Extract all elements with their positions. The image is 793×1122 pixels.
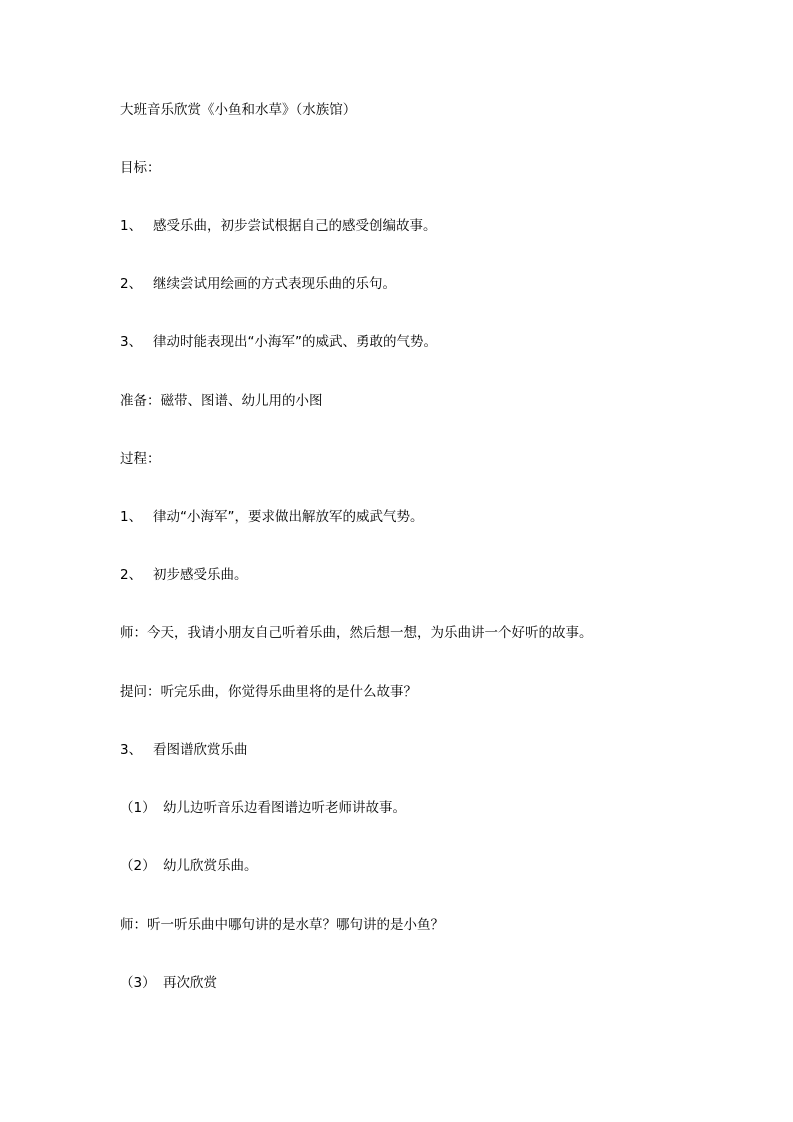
sub-step-number: （2） <box>120 858 156 874</box>
goal-text: 感受乐曲，初步尝试根据自己的感受创编故事。 <box>153 218 437 234</box>
step-text: 律动“小海军”，要求做出解放军的威武气势。 <box>153 509 424 525</box>
preparation-line: 准备：磁带、图谱、幼儿用的小图 <box>120 393 323 409</box>
teacher-line-2: 师：听一听乐曲中哪句讲的是水草？哪句讲的是小鱼？ <box>120 917 444 933</box>
goal-number: 3、 <box>120 334 143 350</box>
step-item-2 <box>120 566 248 584</box>
sub-step-2 <box>120 857 258 875</box>
goal-item-2 <box>120 275 396 293</box>
teacher-line-1: 师：今天，我请小朋友自己听着乐曲，然后想一想，为乐曲讲一个好听的故事。 <box>120 625 593 641</box>
goal-item-3 <box>120 333 437 351</box>
goal-text: 律动时能表现出“小海军”的威武、勇敢的气势。 <box>153 334 437 350</box>
sub-step-number: （3） <box>120 975 156 991</box>
goal-number: 1、 <box>120 218 143 234</box>
goal-number: 2、 <box>120 276 143 292</box>
sub-step-text: 再次欣赏 <box>163 975 217 991</box>
sub-step-text: 幼儿边听音乐边看图谱边听老师讲故事。 <box>163 800 406 816</box>
step-number: 1、 <box>120 509 143 525</box>
sub-step-1 <box>120 799 406 817</box>
sub-step-text: 幼儿欣赏乐曲。 <box>163 858 258 874</box>
goal-text: 继续尝试用绘画的方式表现乐曲的乐句。 <box>153 276 396 292</box>
sub-step-3 <box>120 974 217 992</box>
goal-item-1 <box>120 217 437 235</box>
sub-step-number: （1） <box>120 800 156 816</box>
process-heading: 过程： <box>120 451 161 467</box>
step-item-3 <box>120 741 248 759</box>
step-number: 3、 <box>120 742 143 758</box>
step-item-1 <box>120 508 424 526</box>
step-text: 看图谱欣赏乐曲 <box>153 742 248 758</box>
step-number: 2、 <box>120 567 143 583</box>
step-text: 初步感受乐曲。 <box>153 567 248 583</box>
goals-heading: 目标： <box>120 160 161 176</box>
document-title: 大班音乐欣赏《小鱼和水草》（水族馆） <box>120 102 357 118</box>
question-line: 提问：听完乐曲，你觉得乐曲里将的是什么故事？ <box>120 684 417 700</box>
